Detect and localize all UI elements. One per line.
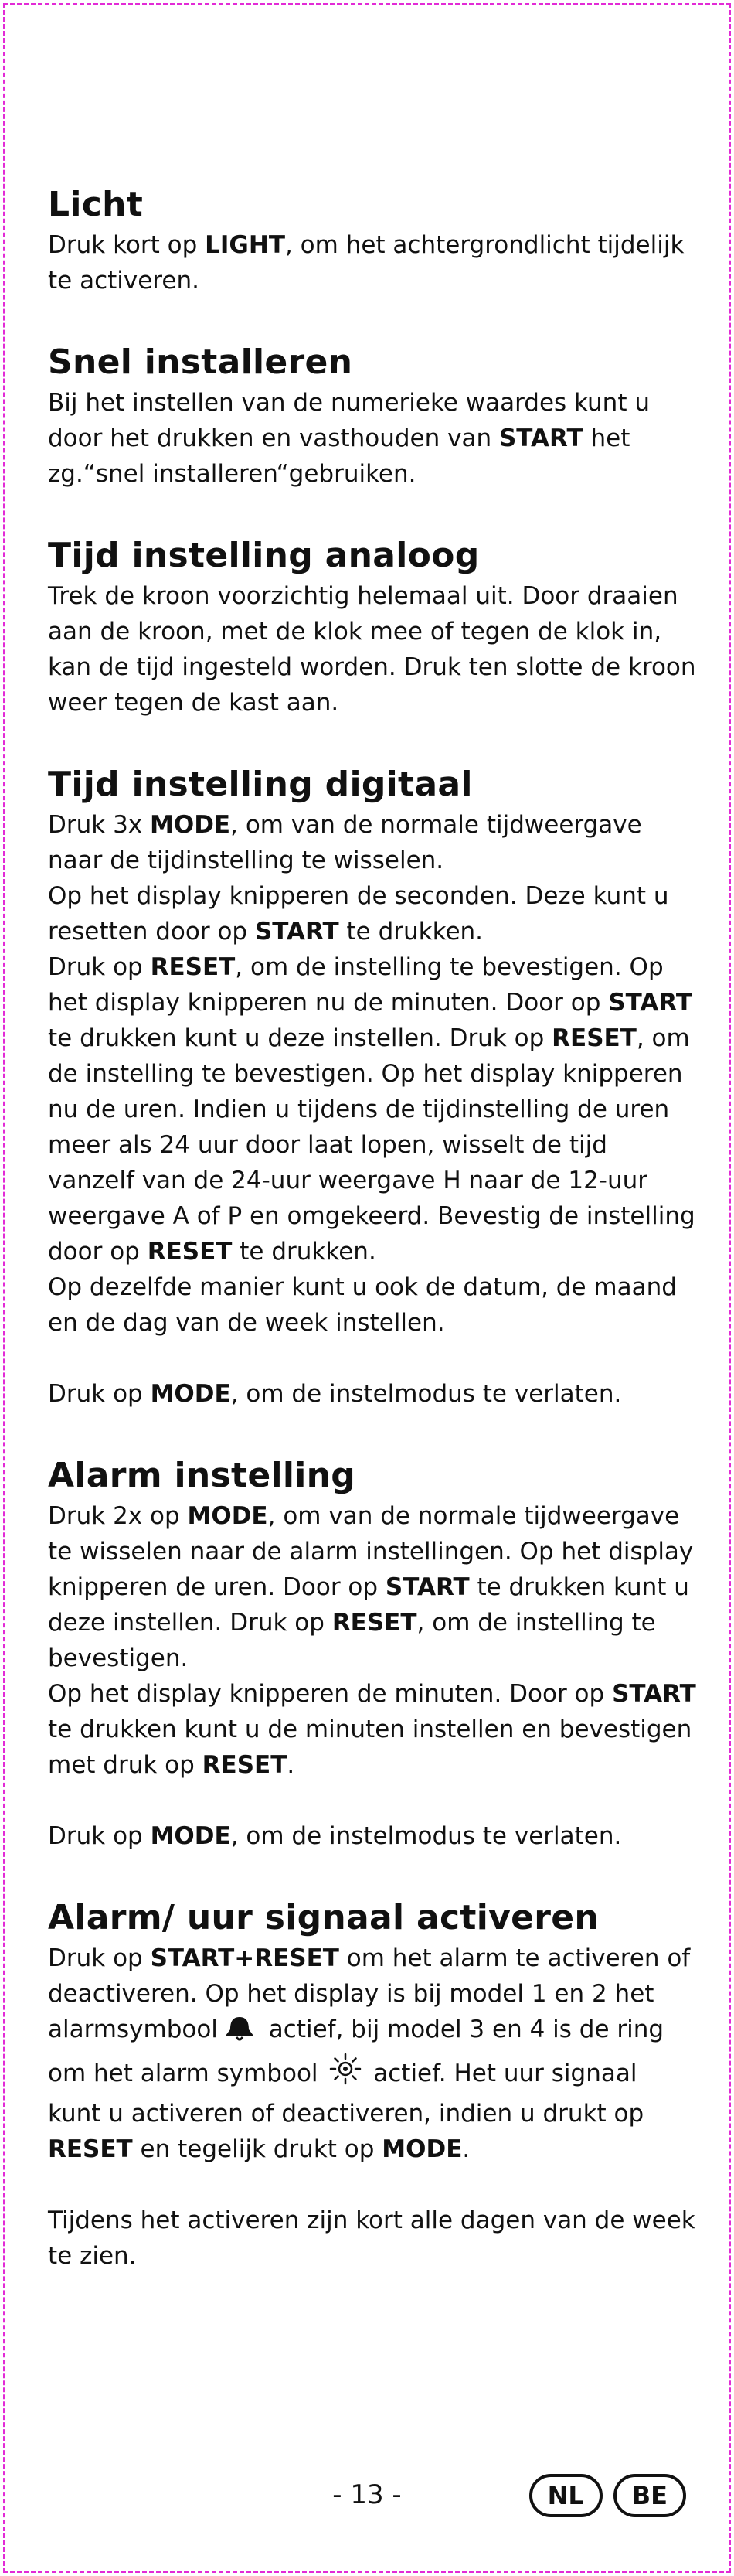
section-title: Snel installeren — [48, 342, 353, 382]
button-keyword: START — [498, 424, 583, 452]
text-run: Druk kort op — [48, 231, 206, 259]
button-keyword: START — [385, 1573, 470, 1601]
text-run: . — [287, 1751, 295, 1779]
section-title: Tijd instelling analoog — [48, 536, 480, 575]
paragraph — [48, 949, 697, 1269]
text-run: het zg.“snel installeren“gebruiken. — [48, 424, 630, 488]
paragraph — [48, 2203, 697, 2274]
text-run: , om de instelmodus te verlaten. — [230, 1380, 622, 1408]
button-keyword: MODE — [382, 2135, 463, 2163]
text-run: , om de instelling te bevestigen. — [48, 1609, 656, 1672]
text-run: Druk op — [48, 953, 151, 981]
text-run: Druk op — [48, 1380, 151, 1408]
text-run: Tijdens het activeren zijn kort alle dagen van de week te zien. — [48, 2206, 695, 2270]
button-keyword: MODE — [150, 811, 231, 839]
text-run: , om de instelling te bevestigen. Op het display knipperen nu de minuten. Door op — [48, 953, 664, 1017]
paragraph — [48, 1818, 697, 1854]
paragraph — [48, 578, 697, 721]
text-run: te drukken. — [232, 1238, 376, 1266]
button-keyword: RESET — [150, 953, 236, 981]
paragraph — [48, 1676, 697, 1783]
paragraph — [48, 385, 697, 492]
alarm-ring-sun-icon — [328, 2052, 362, 2096]
text-run: . — [462, 2135, 471, 2163]
text-run: Trek de kroon voorzichtig helemaal uit. Door draaien aan de kroon, met de klok mee of tegen de klok in, kan de tijd ingesteld worden. Druk ten slotte de kroon weer tegen de kast aan. — [48, 582, 696, 717]
button-keyword: START+RESET — [150, 1944, 339, 1972]
button-keyword: START — [608, 989, 692, 1017]
section-title: Alarm instelling — [48, 1456, 356, 1495]
text-run: Druk op — [48, 1822, 151, 1850]
text-run: Op het display knipperen de minuten. Door op — [48, 1680, 613, 1708]
language-badges — [529, 2474, 686, 2517]
text-run: actief, bij model 3 en 4 is de ring om het alarm symbool — [48, 2015, 664, 2087]
text-run: Bij het instellen van de numerieke waardes kunt u door het drukken en vasthouden van — [48, 389, 650, 452]
button-keyword: RESET — [48, 2135, 133, 2163]
text-run: , om het achtergrondlicht tijdelijk te activeren. — [48, 231, 685, 295]
language-badge-be: BE — [613, 2474, 686, 2517]
paragraph — [48, 1941, 697, 2167]
text-run: Druk op — [48, 1944, 151, 1972]
text-run: , om van de normale tijdweergave naar de tijdinstelling te wisselen. — [48, 811, 642, 874]
section-title: Tijd instelling digitaal — [48, 765, 473, 804]
button-keyword: MODE — [150, 1822, 231, 1850]
text-run: te drukken kunt u deze instellen. Druk op — [48, 1024, 552, 1052]
section — [48, 1897, 697, 2274]
section — [48, 1455, 697, 1854]
button-keyword: RESET — [147, 1238, 233, 1266]
text-run: Op het display knipperen de seconden. Deze kunt u resetten door op — [48, 882, 669, 946]
language-badge-nl: NL — [529, 2474, 603, 2517]
text-run: om het alarm te activeren of deactiveren. Op het display is bij model 1 en 2 het alarmsymbool — [48, 1944, 691, 2043]
text-run: Druk 2x op — [48, 1502, 188, 1530]
text-run: en tegelijk drukt op — [132, 2135, 382, 2163]
manual-content — [48, 184, 697, 2317]
button-keyword: START — [612, 1680, 696, 1708]
button-keyword: RESET — [552, 1024, 637, 1052]
section — [48, 764, 697, 1412]
section-title: Licht — [48, 185, 144, 224]
button-keyword: LIGHT — [205, 231, 285, 259]
section — [48, 535, 697, 721]
text-run: , om de instelmodus te verlaten. — [230, 1822, 622, 1850]
paragraph — [48, 878, 697, 949]
paragraph — [48, 227, 697, 298]
section — [48, 184, 697, 298]
paragraph — [48, 1376, 697, 1412]
text-run: , om de instelling te bevestigen. Op het display knipperen nu de uren. Indien u tijdens de tijdinstelling de uren meer als 24 uur door laat lopen, wisselt de tijd vanzelf van de 24-uur weergave H naar de 12-uur weergave A of P en omgekeerd. Bevestig de instelling door op — [48, 1024, 695, 1266]
text-run: te drukken kunt u de minuten instellen en bevestigen met druk op — [48, 1716, 692, 1779]
text-run: actief. Het uur signaal kunt u activeren of deactiveren, indien u drukt op — [48, 2060, 644, 2128]
button-keyword: RESET — [331, 1609, 417, 1637]
text-run: te drukken. — [338, 918, 484, 946]
button-keyword: MODE — [150, 1380, 231, 1408]
text-run: , om van de normale tijdweergave te wisselen naar de alarm instellingen. Op het display knipperen de uren. Door op — [48, 1502, 694, 1601]
text-run: Op dezelfde manier kunt u ook de datum, de maand en de dag van de week instellen. — [48, 1273, 677, 1337]
text-run: te drukken kunt u deze instellen. Druk op — [48, 1573, 689, 1637]
text-run: Druk 3x — [48, 811, 150, 839]
section — [48, 342, 697, 492]
section-title: Alarm/ uur signaal activeren — [48, 1898, 599, 1937]
page-number: - 13 - — [332, 2479, 402, 2510]
paragraph — [48, 1498, 697, 1676]
paragraph — [48, 1269, 697, 1341]
paragraph — [48, 807, 697, 878]
button-keyword: MODE — [187, 1502, 268, 1530]
alarm-bell-icon — [221, 2014, 258, 2052]
button-keyword: RESET — [202, 1751, 287, 1779]
button-keyword: START — [254, 918, 339, 946]
